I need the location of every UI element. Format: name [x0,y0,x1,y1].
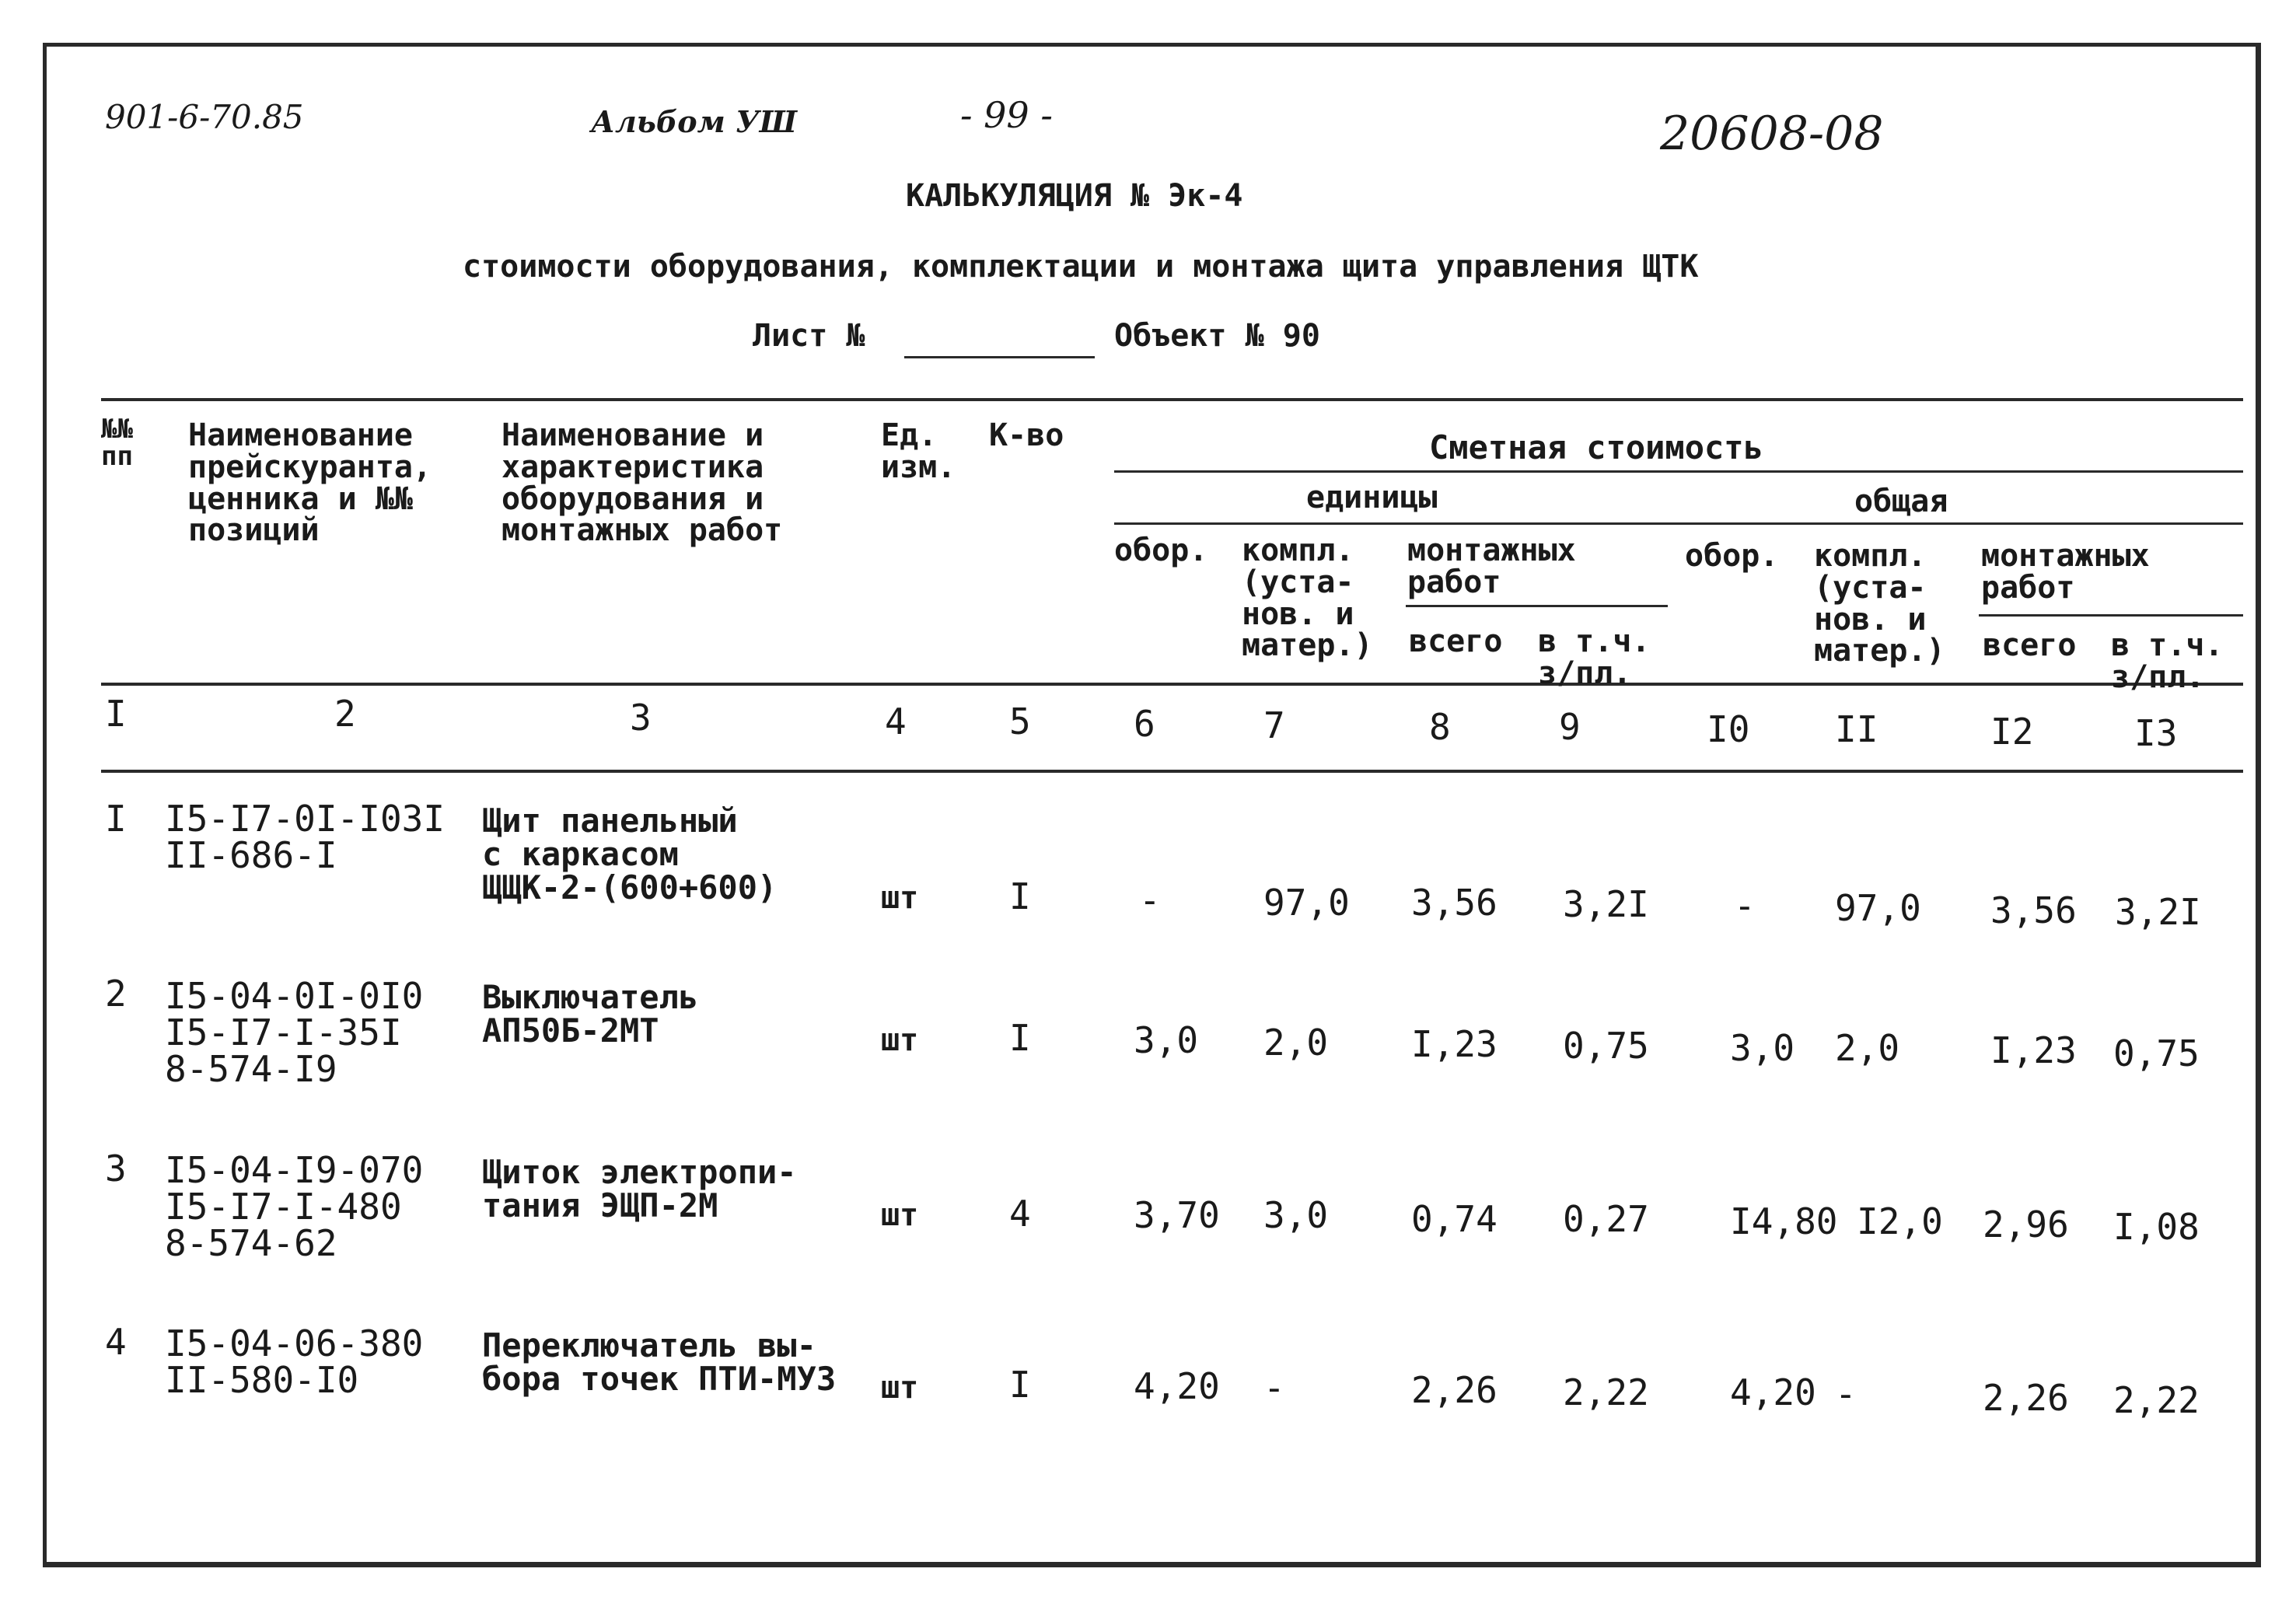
row-total-kompl: 97,0 [1835,887,1921,929]
row-total-montazh: 2,26 [1983,1377,2069,1419]
col-header-pricelist: Наименование прейскуранта, ценника и №№ позиций [188,417,432,549]
row-unit-zpl: 0,27 [1563,1198,1649,1240]
rule-under-group [1114,470,2243,473]
rule-under-montazh-unit [1406,605,1668,607]
row-qty: I [1009,1017,1031,1059]
row-equipment-name: Щиток электропи- тания ЭЩП-2М [482,1153,797,1224]
row-total-obor: 4,20 [1730,1371,1816,1413]
page-number: - 99 - [960,94,1053,136]
row-pricelist-code: I5-04-0I-0I0 I5-I7-I-35I 8-574-I9 [165,975,424,1090]
row-unit-obor: 4,20 [1134,1365,1220,1407]
row-total-kompl: I2,0 [1857,1200,1943,1242]
col-header-unit: Ед. изм. [881,417,956,485]
rule-below-numbers [101,770,2243,773]
row-total-zpl: I,08 [2113,1206,2200,1248]
col-number: 3 [630,697,652,739]
col-header-unit-cost: единицы [1306,480,1438,515]
col-number: I [105,693,127,735]
row-total-obor: 3,0 [1730,1027,1795,1069]
row-equipment-name: Щит панельный с каркасом ЩЩК-2-(600+600) [482,802,778,907]
col-number: I3 [2134,712,2178,754]
rule-under-montazh-total [1979,614,2243,617]
col-header-total-montazh: монтажных работ [1981,538,2150,606]
row-total-kompl: 2,0 [1835,1027,1900,1069]
row-total-zpl: 2,22 [2113,1379,2200,1421]
row-unit-obor: 3,0 [1134,1019,1199,1061]
col-header-unit-montazh: монтажных работ [1407,533,1576,600]
row-total-montazh: 3,56 [1990,889,2077,931]
row-unit-zpl: 0,75 [1563,1025,1649,1067]
col-number: 8 [1429,706,1451,748]
row-qty: I [1009,875,1031,917]
col-header-number: №№ пп [101,414,133,472]
row-unit-kompl: 3,0 [1263,1194,1329,1236]
col-number: II [1835,708,1878,750]
col-number: 2 [334,693,356,735]
col-number: 4 [885,700,907,742]
col-number: 6 [1134,703,1155,745]
col-number: I0 [1707,708,1750,750]
row-unit-kompl: 2,0 [1263,1022,1329,1064]
col-header-unit-zpl: в т.ч. з/пл. [1538,624,1651,691]
row-pricelist-code: I5-04-I9-070 I5-I7-I-480 8-574-62 [165,1149,424,1264]
col-header-total-obor: обор. [1685,538,1779,574]
row-number: 2 [105,973,127,1015]
row-unit-montazh: 2,26 [1411,1369,1497,1411]
row-unit-zpl: 2,22 [1563,1371,1649,1413]
row-qty: I [1009,1364,1031,1406]
row-unit: шт [881,1197,919,1233]
sheet-number-blank [904,356,1095,358]
rule-under-subgroups [1114,522,2243,525]
document-subtitle: стоимости оборудования, комплектации и монтажа щита управления ЩТК [463,249,1699,285]
row-qty: 4 [1009,1193,1031,1235]
col-header-equipment: Наименование и характеристика оборудования и монтажных работ [501,417,783,549]
row-total-obor: - [1734,885,1756,927]
row-unit-montazh: 3,56 [1411,882,1497,924]
row-equipment-name: Переключатель вы- бора точек ПТИ-МУЗ [482,1326,837,1398]
project-code: 901-6-70.85 [105,98,304,136]
album-label: Альбом УШ [591,104,797,139]
document-number: 20608-08 [1660,107,1884,161]
row-unit-kompl: 97,0 [1263,882,1350,924]
col-number: 5 [1009,700,1031,742]
col-header-unit-vsego: всего [1409,624,1503,659]
row-pricelist-code: I5-I7-0I-I03I II-686-I [165,798,446,876]
row-unit: шт [881,1370,919,1406]
row-number: 3 [105,1148,127,1190]
row-unit-obor: 3,70 [1134,1194,1220,1236]
col-number: 7 [1263,704,1285,746]
row-total-kompl: - [1835,1373,1857,1415]
row-unit: шт [881,1022,919,1058]
rule-above-numbers [101,683,2243,686]
col-number: 9 [1559,706,1581,748]
col-header-total-zpl: в т.ч. з/пл. [2111,627,2224,695]
object-label: Объект № 90 [1114,318,1320,354]
col-header-unit-obor: обор. [1114,533,1208,568]
row-total-montazh: 2,96 [1983,1204,2069,1245]
row-unit-montazh: I,23 [1411,1023,1497,1065]
row-unit-kompl: - [1263,1367,1285,1409]
document-title: КАЛЬКУЛЯЦИЯ № Эк-4 [906,178,1243,214]
row-total-montazh: I,23 [1990,1029,2077,1071]
col-header-total-kompl: компл. (уста- нов. и матер.) [1814,538,1945,669]
col-number: I2 [1990,711,2034,753]
row-number: 4 [105,1321,127,1363]
col-header-cost-group: Сметная стоимость [1429,428,1763,466]
sheet-label: Лист № [753,318,865,354]
row-unit: шт [881,880,919,916]
col-header-total-vsego: всего [1983,627,2077,663]
row-unit-montazh: 0,74 [1411,1198,1497,1240]
row-total-zpl: 3,2I [2115,891,2201,933]
row-equipment-name: Выключатель АП50Б-2МТ [482,978,699,1050]
row-pricelist-code: I5-04-06-380 II-580-I0 [165,1322,424,1401]
row-number: I [105,798,127,840]
col-header-qty: К-во [989,417,1064,453]
row-total-obor: I4,80 [1730,1200,1838,1242]
col-header-total-cost: общая [1854,484,1948,519]
row-unit-obor: - [1139,879,1161,921]
col-header-unit-kompl: компл. (уста- нов. и матер.) [1242,533,1373,664]
row-unit-zpl: 3,2I [1563,883,1649,925]
row-total-zpl: 0,75 [2113,1032,2200,1074]
table-top-rule [101,398,2243,401]
